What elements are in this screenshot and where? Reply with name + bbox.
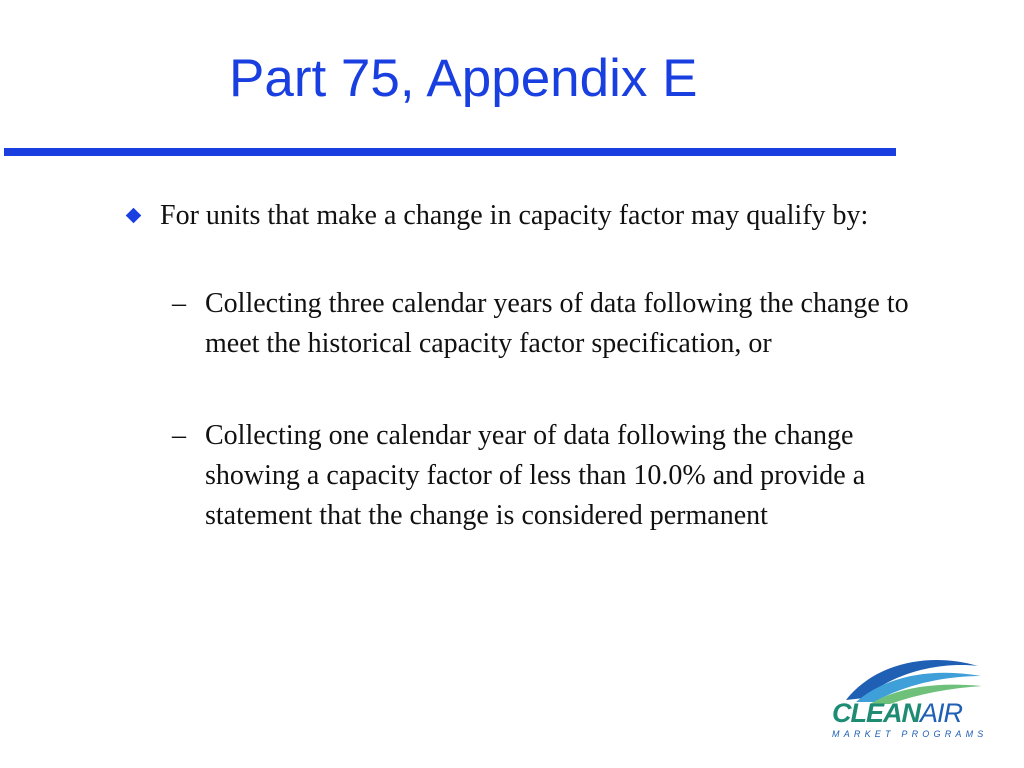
- sub-bullet-text: Collecting one calendar year of data following the change showing a capacity factor of less than 10.0% and provide a statement that the change is considered permanent: [205, 420, 866, 531]
- logo-word-air: AIR: [920, 698, 963, 728]
- sub-bullet-text: Collecting three calendar years of data following the change to meet the historical capacity factor specification, or: [205, 288, 909, 359]
- logo-word-clean: CLEAN: [832, 698, 920, 728]
- diamond-bullet-icon: [126, 208, 142, 224]
- slide-title: Part 75, Appendix E: [229, 49, 698, 108]
- logo-wordmark: [832, 700, 962, 727]
- title-divider: [4, 148, 896, 156]
- main-bullet-text: For units that make a change in capacity factor may qualify by:: [160, 200, 869, 231]
- clean-air-logo: [826, 652, 986, 744]
- sub-bullet-marker: –: [172, 420, 186, 451]
- logo-subtitle: MARKET PROGRAMS: [832, 729, 988, 739]
- sub-bullet-marker: –: [172, 288, 186, 319]
